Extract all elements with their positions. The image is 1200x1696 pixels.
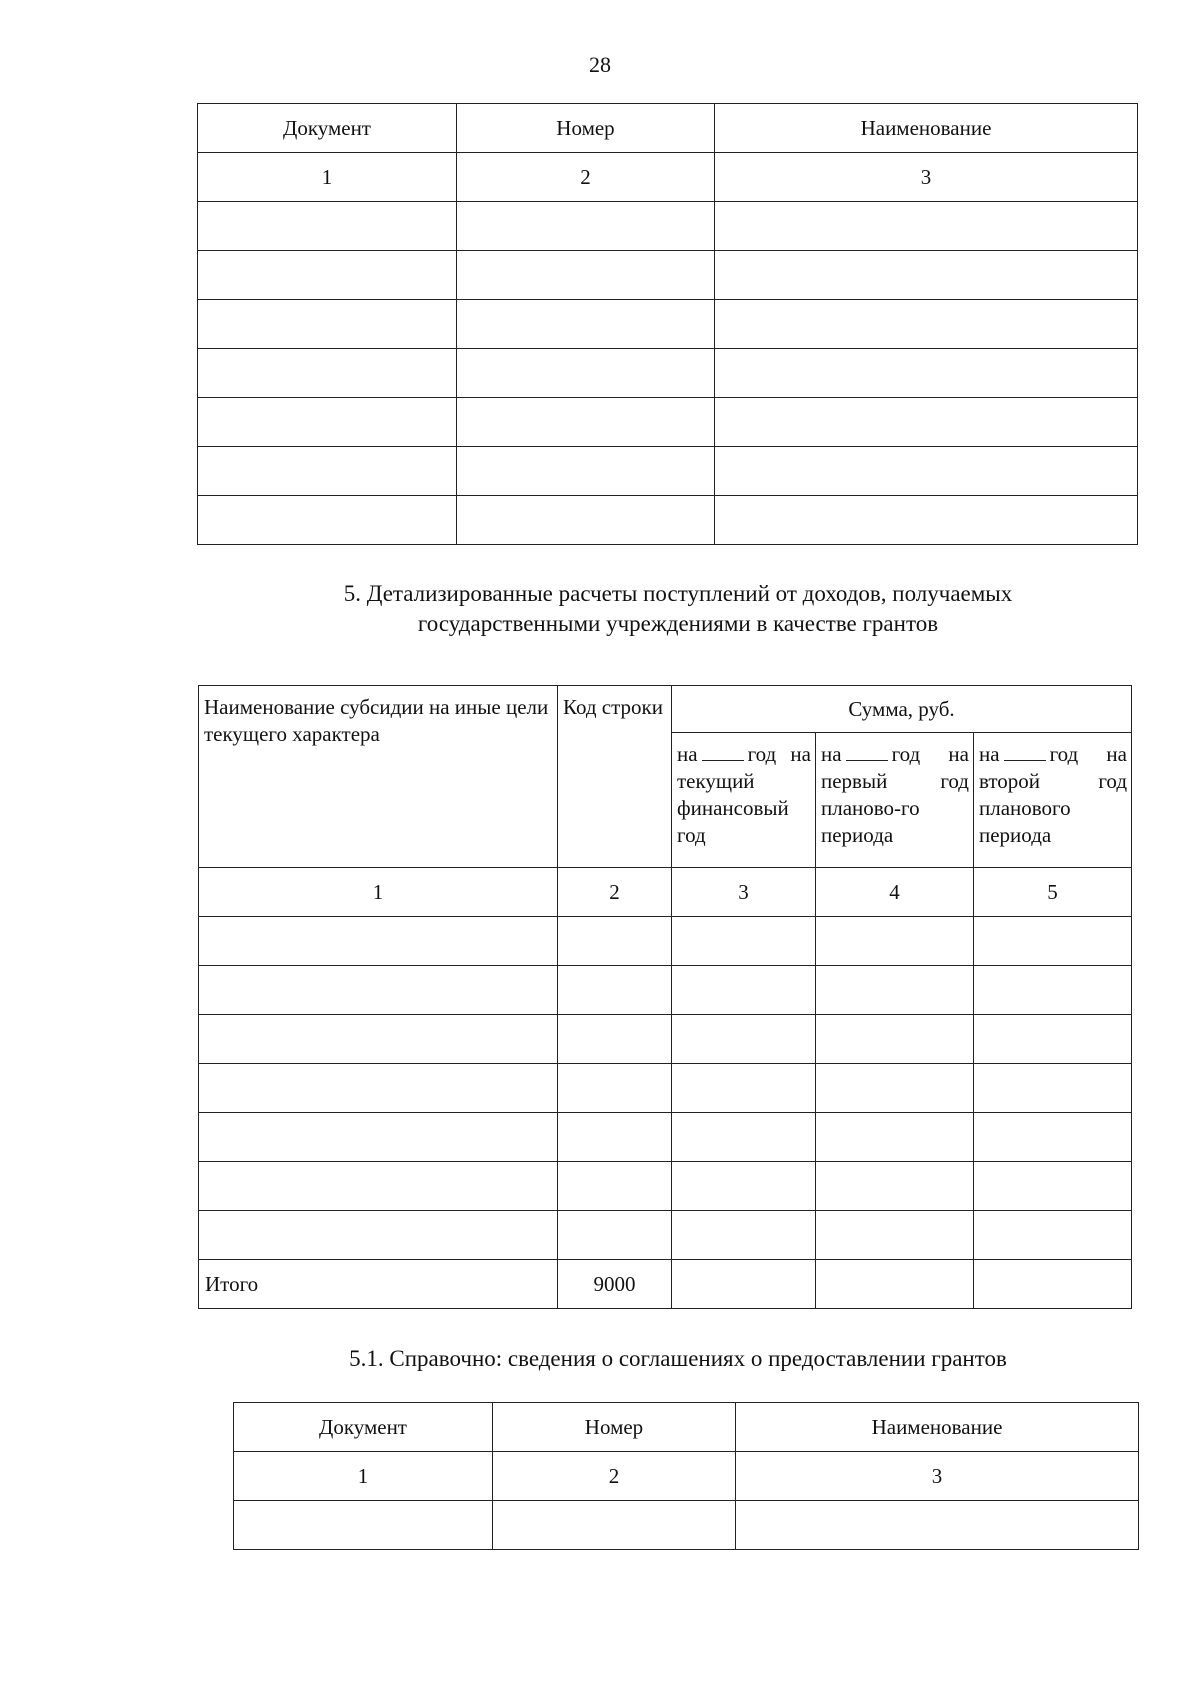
table-cell <box>816 1260 974 1309</box>
year-blank <box>1004 744 1046 761</box>
page-number: 28 <box>589 52 611 77</box>
table-row <box>198 398 1138 447</box>
header-year-prefix: на <box>677 742 698 766</box>
table-cell <box>672 917 816 966</box>
column-number: 1 <box>234 1452 493 1501</box>
table-cell <box>974 1015 1132 1064</box>
table-cell <box>198 300 457 349</box>
table-row <box>198 349 1138 398</box>
table-cell <box>672 1162 816 1211</box>
table-cell <box>457 300 715 349</box>
header-document: Документ <box>234 1403 493 1452</box>
section-5-1-title: 5.1. Справочно: сведения о соглашениях о предоставлении грантов <box>349 1346 1007 1371</box>
grant-agreements-table <box>233 1402 1139 1550</box>
header-document: Документ <box>198 104 457 153</box>
column-number: 1 <box>198 153 457 202</box>
table-cell <box>974 1064 1132 1113</box>
table-cell <box>974 917 1132 966</box>
table-row <box>198 202 1138 251</box>
table-cell <box>198 202 457 251</box>
table-header-row <box>199 686 1132 733</box>
table-cell <box>558 1064 672 1113</box>
table-cell <box>672 1113 816 1162</box>
table-cell <box>816 1015 974 1064</box>
header-number: Номер <box>457 104 715 153</box>
table-cell <box>199 1162 558 1211</box>
table-header-row <box>234 1403 1139 1452</box>
column-number-row <box>234 1452 1139 1501</box>
table-cell <box>715 349 1138 398</box>
table-row <box>198 496 1138 545</box>
section-5-title-line: 5. Детализированные расчеты поступлений от доходов, получаемых <box>343 581 1013 606</box>
table-cell <box>199 1015 558 1064</box>
column-number-row <box>199 868 1132 917</box>
table-cell <box>198 496 457 545</box>
section-5-title-line: государственными учреждениями в качестве грантов <box>417 611 939 636</box>
table-cell <box>816 966 974 1015</box>
header-year-text: год на текущий финансовый год <box>677 742 811 847</box>
table-cell <box>672 1015 816 1064</box>
header-year-prefix: на <box>821 742 842 766</box>
table-row <box>199 917 1132 966</box>
header-subsidy-name: Наименование субсидии на иные цели текущего характера <box>199 686 558 868</box>
table-row <box>199 1015 1132 1064</box>
total-label: Итого <box>199 1260 558 1309</box>
table-header-row <box>198 104 1138 153</box>
table-cell <box>974 1113 1132 1162</box>
documents-table <box>197 103 1138 545</box>
column-number-row <box>198 153 1138 202</box>
table-cell <box>816 917 974 966</box>
header-line-code: Код строки <box>558 686 672 868</box>
header-first-plan-year <box>816 733 974 868</box>
table-row <box>199 1211 1132 1260</box>
table-cell <box>198 251 457 300</box>
table-cell <box>715 496 1138 545</box>
table-cell <box>198 398 457 447</box>
table-cell <box>715 398 1138 447</box>
table-row <box>198 447 1138 496</box>
table-cell <box>816 1113 974 1162</box>
column-number: 1 <box>199 868 558 917</box>
table-cell <box>558 917 672 966</box>
header-current-year <box>672 733 816 868</box>
table-cell <box>974 966 1132 1015</box>
table-cell <box>199 1064 558 1113</box>
section-5-title <box>0 579 1200 639</box>
table-cell <box>672 1260 816 1309</box>
total-code: 9000 <box>558 1260 672 1309</box>
table-row <box>198 300 1138 349</box>
column-number: 2 <box>558 868 672 917</box>
table-row <box>234 1501 1139 1550</box>
header-name: Наименование <box>736 1403 1139 1452</box>
table-cell <box>974 1211 1132 1260</box>
header-sum: Сумма, руб. <box>672 686 1132 733</box>
table-cell <box>199 1211 558 1260</box>
year-blank <box>846 744 888 761</box>
column-number: 2 <box>493 1452 736 1501</box>
total-row <box>199 1260 1132 1309</box>
header-name: Наименование <box>715 104 1138 153</box>
table-cell <box>715 300 1138 349</box>
table-cell <box>493 1501 736 1550</box>
table-cell <box>198 349 457 398</box>
table-cell <box>199 1113 558 1162</box>
table-cell <box>816 1064 974 1113</box>
table-cell <box>558 1162 672 1211</box>
column-number: 3 <box>736 1452 1139 1501</box>
table-cell <box>816 1162 974 1211</box>
column-number: 3 <box>672 868 816 917</box>
table-cell <box>672 966 816 1015</box>
table-cell <box>715 251 1138 300</box>
column-number: 2 <box>457 153 715 202</box>
table-row <box>199 1064 1132 1113</box>
header-second-plan-year <box>974 733 1132 868</box>
table-cell <box>457 496 715 545</box>
header-number: Номер <box>493 1403 736 1452</box>
table-row <box>199 1162 1132 1211</box>
table-cell <box>199 917 558 966</box>
table-cell <box>974 1162 1132 1211</box>
year-blank <box>702 744 744 761</box>
table-row <box>199 966 1132 1015</box>
table-cell <box>558 1113 672 1162</box>
table-cell <box>558 1015 672 1064</box>
table-cell <box>234 1501 493 1550</box>
table-cell <box>457 447 715 496</box>
column-number: 4 <box>816 868 974 917</box>
table-cell <box>457 251 715 300</box>
grants-calculation-table <box>198 685 1132 1309</box>
column-number: 5 <box>974 868 1132 917</box>
table-cell <box>457 398 715 447</box>
table-cell <box>558 966 672 1015</box>
table-cell <box>199 966 558 1015</box>
column-number: 3 <box>715 153 1138 202</box>
header-year-text: год на первый год планово-го периода <box>821 742 969 847</box>
table-cell <box>558 1211 672 1260</box>
table-cell <box>457 202 715 251</box>
table-cell <box>715 447 1138 496</box>
header-year-prefix: на <box>979 742 1000 766</box>
table-cell <box>672 1064 816 1113</box>
table-row <box>198 251 1138 300</box>
header-year-text: год на второй год планового периода <box>979 742 1127 847</box>
table-cell <box>457 349 715 398</box>
table-cell <box>672 1211 816 1260</box>
table-row <box>199 1113 1132 1162</box>
table-cell <box>974 1260 1132 1309</box>
table-cell <box>198 447 457 496</box>
table-cell <box>816 1211 974 1260</box>
table-cell <box>736 1501 1139 1550</box>
table-cell <box>715 202 1138 251</box>
